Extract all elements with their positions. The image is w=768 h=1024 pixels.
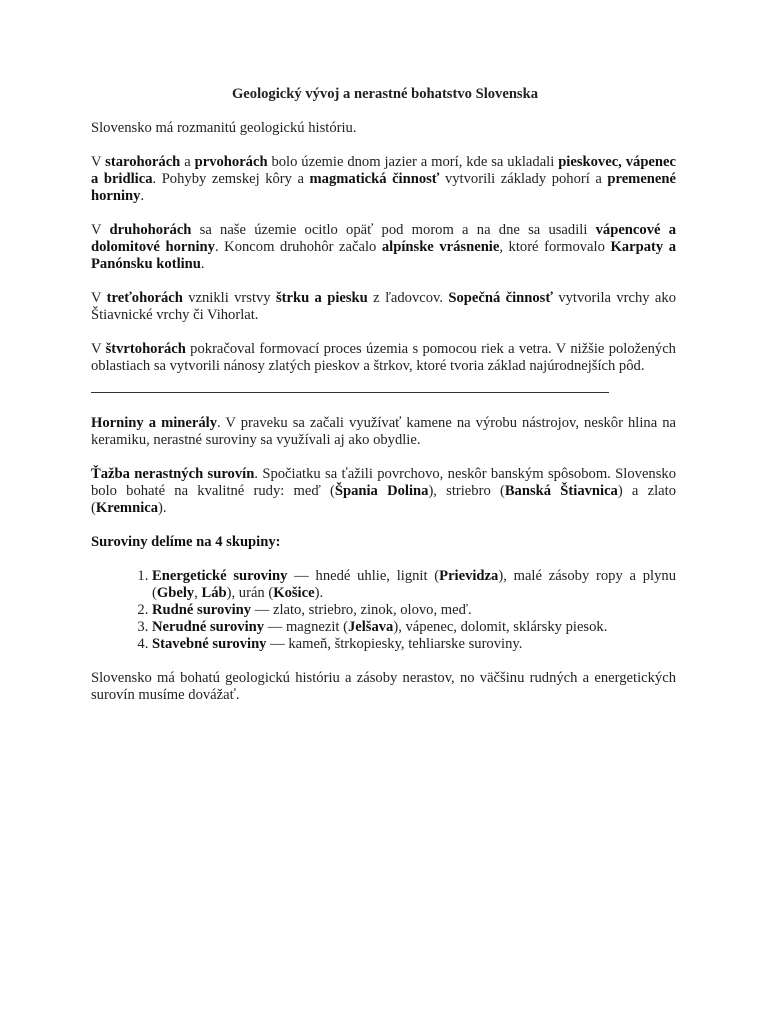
text-run: . Pohyby zemskej kôry a [152,171,310,187]
text-run: . Spočiatku sa ťažili povrchovo, neskôr banským spôsobom. Slovensko bolo bohaté na kvalitné rudy: meď ( [91,466,676,499]
text-run: vznikli vrstvy [182,290,276,306]
horizontal-rule [91,392,609,393]
text-run: . [200,256,205,272]
text-run: vytvorila vrchy ako Štiavnické vrchy či Vihorlat. [91,290,677,323]
paragraph-druhohory [91,222,676,273]
bold-term: Láb [201,585,227,601]
list-item [152,636,676,653]
text-run: ), malé zásoby ropy a plynu ( [152,568,676,601]
bold-term: alpínske vrásnenie [381,239,500,255]
paragraph-horniny-mineraly [91,415,676,449]
conclusion-paragraph: Slovensko má bohatú geologickú históriu a zásoby nerastov, no väčšinu rudných a energetických surovín musíme dovážať. [91,670,676,703]
bold-term: Kremnica [95,500,159,516]
text-run: ), striebro ( [428,483,505,499]
bold-term: vápencové a dolomitové horniny [91,222,676,255]
bold-term: Košice [273,585,315,601]
bold-term: pieskovec, vápenec a bridlica [91,154,676,187]
bold-term: štrku a piesku [275,290,368,306]
text-run: ), vápenec, dolomit, sklársky piesok. [393,619,608,635]
text-run: V [91,222,110,238]
bold-term: magmatická činnosť [309,171,440,187]
bold-term: premenené horniny [91,171,676,204]
bold-term: treťohorách [106,290,183,306]
text-run: . V praveku sa začali využívať kamene na výrobu nástrojov, neskôr hlina na keramiku, nerastné suroviny sa využívali aj ako obydlie. [91,415,676,448]
raw-materials-list [91,568,676,653]
paragraph-starohory [91,154,676,205]
text-run: sa naše územie ocitlo opäť pod morom a na dne sa usadili [191,222,596,238]
bold-term: prvohorách [194,154,268,170]
bold-term: Gbely [156,585,195,601]
text-run: ) a zlato ( [91,483,676,516]
text-run: V [91,154,106,170]
text-run: , ktoré formovalo [499,239,611,255]
bold-term: Horniny a minerály [91,415,217,431]
text-run: — kameň, štrkopiesky, tehliarske suroviny. [266,636,523,652]
bold-term: Sopečná činnosť [448,290,553,306]
paragraph-tazba [91,466,676,517]
text-run: V [91,290,107,306]
list-item [152,568,676,602]
text-run: — magnezit ( [264,619,348,635]
text-run: ), urán ( [226,585,274,601]
text-run: pokračoval formovací proces územia s pomocou riek a vetra. V nižšie položených oblastiach sa vytvorili nánosy zlatých pieskov a štrkov, ktoré tvoria základ najúrodnejších pôd. [91,341,676,374]
text-run: V [91,341,106,357]
text-run: ). [314,585,324,601]
bold-term: Prievidza [439,568,499,584]
text-run: a [180,154,195,170]
bold-term: Jelšava [347,619,394,635]
text-run: z ľadovcov. [367,290,449,306]
paragraph-stvrtohory [91,341,676,375]
groups-heading [91,534,676,551]
bold-term: druhohorách [109,222,192,238]
text-run: . [140,188,145,204]
document-page [91,86,676,721]
text-run: ). [158,500,167,516]
paragraph-tretohory [91,290,676,324]
intro-paragraph: Slovensko má rozmanitú geologickú históriu. [91,120,357,136]
text-run: — zlato, striebro, zinok, olovo, meď. [251,602,472,618]
text-run: . Koncom druhohôr začalo [214,239,382,255]
text-run: — hnedé uhlie, lignit ( [287,568,440,584]
text-run: , [194,585,202,601]
list-item [152,619,676,636]
bold-term: Nerudné suroviny [152,619,265,635]
bold-heading: Suroviny delíme na 4 skupiny: [91,534,281,550]
text-run: bolo územie dnom jazier a morí, kde sa ukladali [267,154,559,170]
bold-term: Ťažba nerastných surovín [91,466,255,482]
bold-term: Energetické suroviny [152,568,288,584]
bold-term: Špania Dolina [334,483,429,499]
bold-term: Stavebné suroviny [152,636,267,652]
document-title: Geologický vývoj a nerastné bohatstvo Slovenska [231,86,539,102]
bold-term: Karpaty a Panónsku kotlinu [91,239,677,272]
bold-term: štvrtohorách [105,341,186,357]
text-run: vytvorili základy pohorí a [439,171,608,187]
bold-term: starohorách [105,154,181,170]
bold-term: Rudné suroviny [152,602,252,618]
list-item [152,602,676,619]
bold-term: Banská Štiavnica [504,483,618,499]
